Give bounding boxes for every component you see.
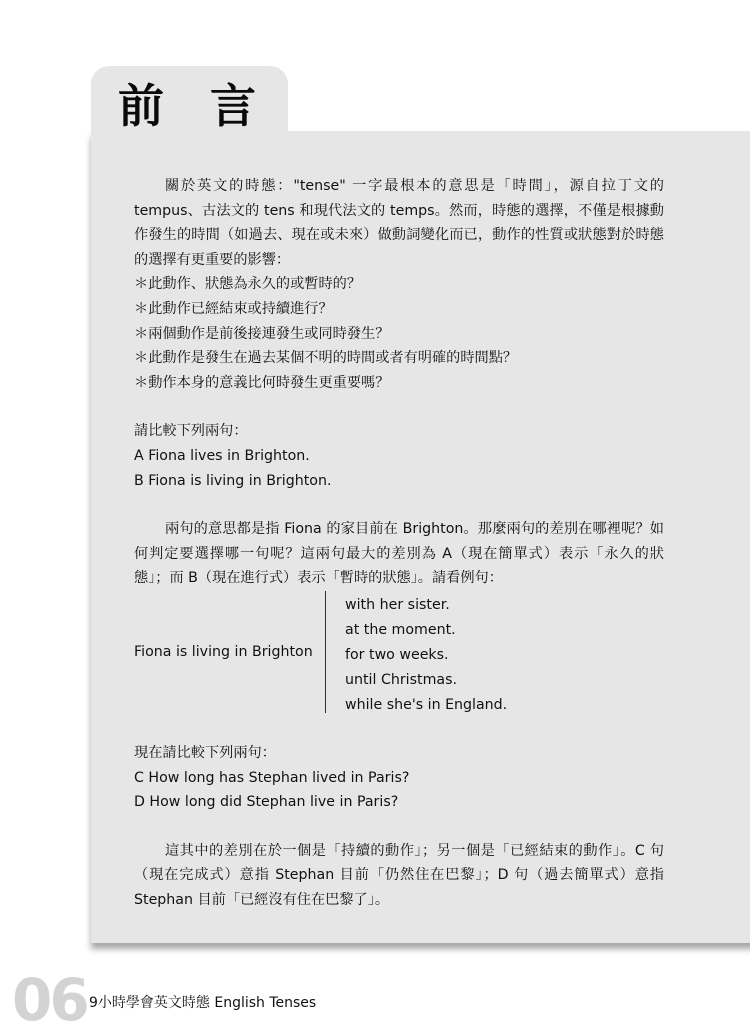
book-title: 9小時學會英文時態 English Tenses [89, 995, 317, 1011]
question-list [134, 272, 664, 395]
spacer [134, 493, 664, 517]
example-ending: for two weeks. [345, 646, 449, 663]
paragraph-difference: 兩句的意思都是指 Fiona 的家目前在 Brighton。那麼兩句的差別在哪裡呢？如何判定要選擇哪一句呢？這兩句最大的差別為 A（現在簡單式）表示「永久的狀態」；而 B（現在進行式）表示「暫時的狀態」。請看例句： [134, 521, 664, 587]
example-endings [345, 593, 507, 718]
example-table [134, 593, 664, 717]
page-number: 06 [12, 966, 87, 1034]
compare-intro-1: 請比較下列兩句： [134, 423, 248, 440]
list-item: ＊此動作是發生在過去某個不明的時間或者有明確的時間點？ [134, 350, 518, 367]
example-ending: at the moment. [345, 621, 456, 638]
spacer [134, 717, 664, 741]
example-subject: Fiona is living in Brighton [134, 643, 313, 660]
sentence-c: C How long has Stephan lived in Paris? [134, 769, 410, 786]
paragraph-conclusion: 這其中的差別在於一個是「持續的動作」；另一個是「已經結束的動作」。C 句（現在完成式）意指 Stephan 目前「仍然住在巴黎」；D 句（過去簡單式）意指 Stephan 目前「已經沒有住在巴黎了」。 [134, 842, 664, 908]
example-ending: while she's in England. [345, 696, 508, 713]
sentence-b: B Fiona is living in Brighton. [134, 472, 332, 489]
spacer [134, 815, 664, 839]
example-ending: until Christmas. [345, 671, 457, 688]
sentence-d: D How long did Stephan live in Paris? [134, 794, 399, 811]
table-divider [325, 591, 326, 713]
example-ending: with her sister. [345, 596, 450, 613]
preface-content [134, 174, 664, 912]
spacer [134, 395, 664, 419]
sentence-a: A Fiona lives in Brighton. [134, 447, 310, 464]
paragraph-tense-meaning: 關於英文的時態："tense" 一字最根本的意思是「時間」，源自拉丁文的 tempus、古法文的 tens 和現代法文的 temps。然而，時態的選擇，不僅是根據動作發生的時間（如過去、現在或未來）做動詞變化而已，動作的性質或狀態對於時態的選擇有更重要的影響： [134, 178, 664, 268]
list-item: ＊此動作、狀態為永久的或暫時的？ [134, 276, 362, 293]
list-item: ＊此動作已經結束或持續進行？ [134, 300, 333, 317]
compare-intro-2: 現在請比較下列兩句： [134, 744, 276, 761]
list-item: ＊兩個動作是前後接連發生或同時發生？ [134, 325, 390, 342]
list-item: ＊動作本身的意義比何時發生更重要嗎？ [134, 374, 390, 391]
page-title: 前言 [118, 79, 302, 133]
